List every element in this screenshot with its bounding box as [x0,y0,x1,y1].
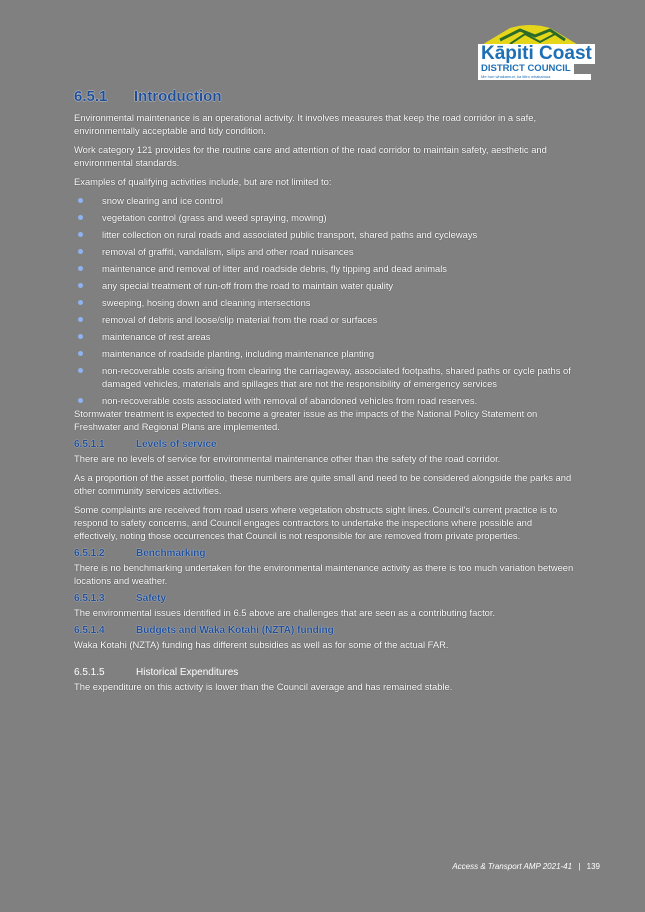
paragraph: The environmental issues identified in 6.5 above are challenges that are seen as a contributing factor. [74,607,496,618]
section-title: Introduction [134,88,222,105]
page-footer [420,862,600,871]
subsection-heading-historical-expenditures: 6.5.1.5 Historical Expenditures [74,667,239,678]
subsection-heading-benchmarking: 6.5.1.2 Benchmarking [74,548,206,559]
bullet-icon [78,266,83,271]
list-item: litter collection on rural roads and associated public transport, shared paths and cycleways [74,228,574,241]
intro-paragraph: Examples of qualifying activities include, but are not limited to: [74,176,332,187]
intro-paragraph: Work category 121 provides for the routine care and attention of the road corridor to maintain safety, aesthetic and environmental standards. [74,144,547,168]
list-item: non-recoverable costs arising from clearing the carriageway, associated footpaths, shared paths or cycle paths of damaged vehicles, materials and spillages that are not the responsibility of emergency services [74,364,574,390]
list-item: non-recoverable costs associated with removal of abandoned vehicles from road reserves. [74,394,574,407]
bullet-icon [78,300,83,305]
list-item: vegetation control (grass and weed spraying, mowing) [74,211,574,224]
paragraph: There is no benchmarking undertaken for the environmental maintenance activity as there is too much variation between locations and weather. [74,562,574,586]
bullet-icon [78,232,83,237]
bullet-icon [78,398,83,403]
council-logo [470,24,600,84]
list-item: maintenance of rest areas [74,330,574,343]
list-item: removal of graffiti, vandalism, slips and other road nuisances [74,245,574,258]
logo-subtitle: DISTRICT COUNCIL [478,64,574,74]
bullet-icon [78,368,83,373]
page-number: 139 [586,862,600,871]
list-item: sweeping, hosing down and cleaning intersections [74,296,574,309]
list-item: any special treatment of run-off from the road to maintain water quality [74,279,574,292]
footer-doc-title: Access & Transport AMP 2021-41 [452,862,573,871]
paragraph: Some complaints are received from road users where vegetation obstructs sight lines. Council's current practice is to respond to safety concerns, and Council engages contractors to undertake the inspections where possible and effectively, noting those occurrences that Council is not responsible for are removed from private properties. [74,504,558,541]
bullet-icon [78,351,83,356]
list-item: snow clearing and ice control [74,194,574,207]
intro-paragraph: Environmental maintenance is an operational activity. It involves measures that keep the road corridor in a safe, environmentally acceptable and tidy condition. [74,112,537,136]
footer-separator: | [578,862,581,871]
section-heading [74,88,574,105]
bullet-icon [78,215,83,220]
paragraph: There are no levels of service for environmental maintenance other than the safety of the road corridor. [74,453,501,464]
bullet-icon [78,317,83,322]
list-item: maintenance and removal of litter and roadside debris, fly tipping and dead animals [74,262,574,275]
document-body [74,88,574,699]
activities-list [74,194,574,407]
logo-tagline: Me huri whakamuri, ka titiro whakamua [478,74,591,80]
logo-name: Kāpiti Coast [478,44,595,64]
bullet-icon [78,334,83,339]
list-item: maintenance of roadside planting, including maintenance planting [74,347,574,360]
paragraph: Waka Kotahi (NZTA) funding has different subsidies as well as for some of the actual FAR. [74,639,449,650]
closing-paragraph: Stormwater treatment is expected to become a greater issue as the impacts of the National Policy Statement on Freshwater and Regional Plans are implemented. [74,408,538,432]
bullet-icon [78,249,83,254]
subsection-heading-safety: 6.5.1.3 Safety [74,593,167,604]
paragraph: As a proportion of the asset portfolio, these numbers are quite small and need to be considered alongside the parks and other community services activities. [74,472,572,496]
bullet-icon [78,198,83,203]
section-number: 6.5.1 [74,88,108,105]
subsection-heading-budgets: 6.5.1.4 Budgets and Waka Kotahi (NZTA) funding [74,625,334,636]
subsection-heading-levels-of-service: 6.5.1.1 Levels of service [74,439,217,450]
list-item: removal of debris and loose/slip material from the road or surfaces [74,313,574,326]
bullet-icon [78,283,83,288]
paragraph: The expenditure on this activity is lower than the Council average and has remained stable. [74,681,453,692]
